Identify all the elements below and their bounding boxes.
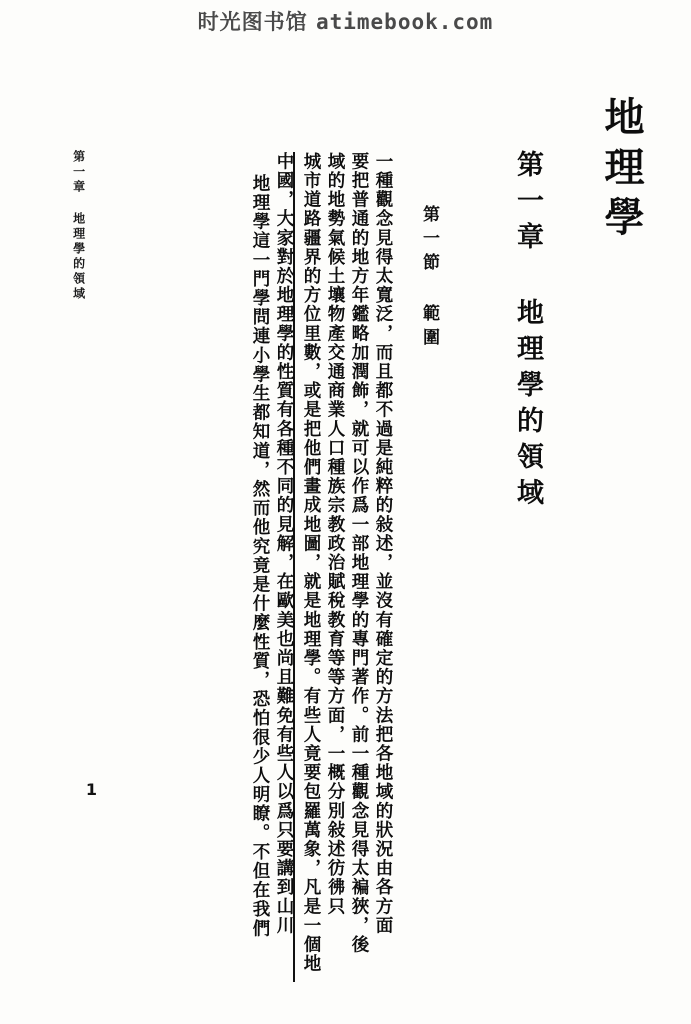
- watermark-chinese: 时光图书馆: [197, 10, 308, 34]
- watermark-site: atimebook.com: [315, 10, 494, 34]
- section-heading: 第一節 範圍: [419, 205, 439, 352]
- body-column: 域的地勢氣候土壤物產交通商業人口種族宗教政治賦稅教育等等方面，一概分別敍述彷彿只: [325, 152, 345, 916]
- body-column: 要把普通的地方年鑑略加潤飾，就可以作爲一部地理學的專門著作。前一種觀念見得太褊狹，後: [349, 152, 369, 955]
- page-number: 1: [82, 780, 101, 799]
- watermark: [0, 6, 691, 36]
- body-column: 城市道路疆界的方位里數，或是把他們畫成地圖，就是地理學。有些人竟要包羅萬象，凡是一個地: [301, 152, 321, 974]
- body-column: 一種觀念見得太寬泛，而且都不過是純粹的敍述，並沒有確定的方法把各地域的狀況由各方面: [373, 152, 393, 936]
- body-column: 地理學這一門學問連小學生都知道，然而他究竟是什麼性質，恐怕很少人明瞭。不但在我們: [250, 174, 270, 938]
- page-title: 地理學: [598, 96, 644, 246]
- body-text-block: [244, 152, 391, 982]
- chapter-heading: 第一章 地理學的領域: [512, 150, 543, 514]
- body-column: 中國，大家對於地理學的性質有各種不同的見解，在歐美也尚且難免有些人以爲只要講到山川: [275, 152, 296, 982]
- running-head: 第一章 地理學的領域: [71, 150, 86, 302]
